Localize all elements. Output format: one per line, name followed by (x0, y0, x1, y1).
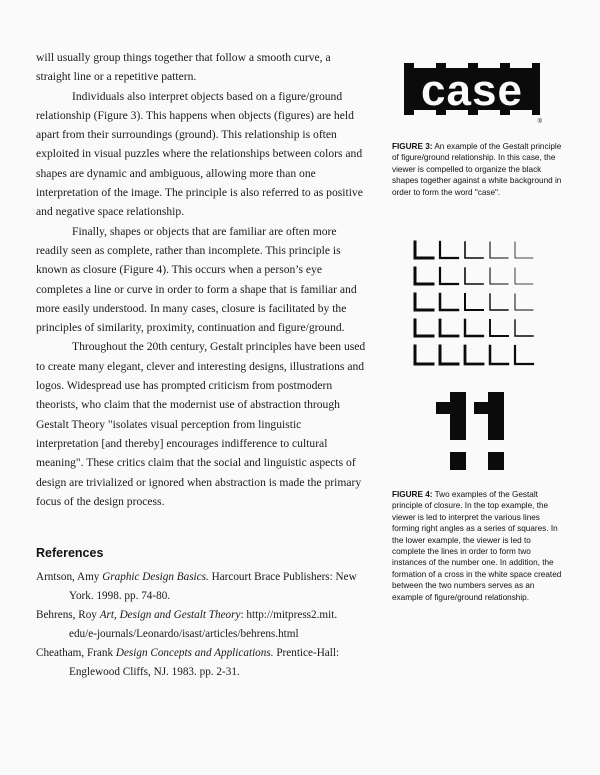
reference-title: Art, Design and Gestalt Theory (99, 609, 241, 621)
figure-4-label: FIGURE 4: (392, 490, 433, 499)
reference-item (36, 644, 366, 682)
closure-angle-grid (413, 240, 539, 370)
paragraph-3: Finally, shapes or objects that are familiar are often more readily seen as complete, rather than incomplete. This principle is known as closure (Figure 4). This occurs when a person’s eye completes a line or curve in order to form a shape that is familiar and more easily understood. In many cases, closure is facilitated by the principles of similarity, proximity, continuation and figure/ground. (36, 224, 357, 335)
figure-4-caption (392, 489, 564, 603)
reference-details: Harcourt Brace Publishers: New York. 1998. pp. 74-80. (69, 571, 357, 602)
references-list (36, 568, 366, 682)
reference-details: : http://mitpress2.mit. edu/e-journals/Leonardo/isast/articles/behrens.html (69, 609, 338, 640)
reference-details: Prentice-Hall: Englewood Cliffs, NJ. 1983. pp. 2-31. (69, 647, 340, 678)
logo-text: case (421, 66, 523, 115)
figure-3-label: FIGURE 3: (392, 142, 433, 151)
reference-author: Arntson, Amy (36, 571, 103, 583)
reference-title: Design Concepts and Applications. (115, 647, 274, 659)
reference-author: Cheatham, Frank (36, 647, 116, 659)
reference-item (36, 568, 366, 606)
figure-4-caption-text: Two examples of the Gestalt principle of closure. In the top example, the viewer is led to interpret the various lines forming right angles as a series of squares. In the lower example, the viewer is led to complete the lines in order to form two instances of the number one. In addition, the formation of a cross in the white space created between the two numbers serves as an example of figure/ground relationship. (392, 490, 562, 602)
body-text (36, 48, 366, 511)
paragraph-1: will usually group things together that follow a smooth curve, a straight line or a repetitive pattern. (36, 51, 331, 84)
case-logo (404, 63, 540, 123)
figure-3-caption (392, 141, 564, 198)
closure-number-ones (436, 392, 516, 474)
reference-author: Behrens, Roy (36, 609, 100, 621)
reference-item (36, 606, 366, 644)
paragraph-2: Individuals also interpret objects based on a figure/ground relationship (Figure 3). This happens when objects (figures) are held apart from their surroundings (ground). This relationship is often exploited in visual puzzles where the relationships between colors and shapes are dynamic and ambiguous, allowing more than one interpretation of the image. The principle is also referred to as positive and negative space relationship. (36, 89, 363, 219)
reference-title: Graphic Design Basics. (102, 571, 209, 583)
registered-mark: ® (537, 119, 542, 125)
references-heading: References (36, 546, 104, 560)
paragraph-4: Throughout the 20th century, Gestalt principles have been used to create many elegant, clever and interesting designs, illustrations and logos. Widespread use has prompted criticism from postmodern theorists, who claim that the modernist use of abstraction through Gestalt Theory "isolates visual perception from linguistic interpretation [and thereby] encourages indifference to cultural meaning". These critics claim that the social and linguistic aspects of design are trivialized or ignored when abstraction is made the primary focus of the design process. (36, 340, 366, 508)
figure-3-caption-text: An example of the Gestalt principle of figure/ground relationship. In this case, the viewer is compelled to organize the black shapes together against a white background in order to form the word "case". (392, 142, 562, 197)
